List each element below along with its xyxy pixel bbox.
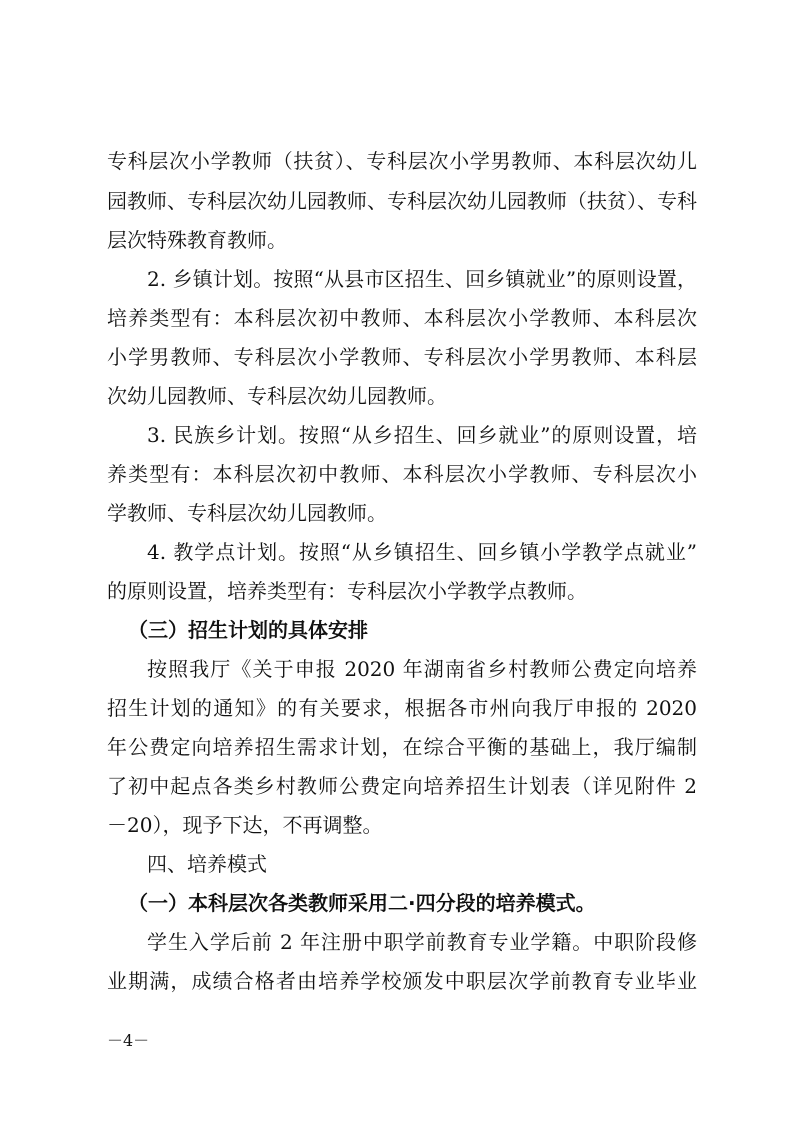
paragraph-line: 业期满，成绩合格者由培养学校颁发中职层次学前教育专业毕业 [107,969,697,993]
paragraph-line: 小学男教师、专科层次小学教师、专科层次小学男教师、本科层 [107,345,697,369]
paragraph-line: 层次特殊教育教师。 [107,228,287,252]
paragraph-line: 养类型有：本科层次初中教师、本科层次小学教师、专科层次小 [107,462,697,486]
section-heading: 四、培养模式 [147,852,267,876]
paragraph-line: 次幼儿园教师、专科层次幼儿园教师。 [107,384,447,408]
paragraph-line: 园教师、专科层次幼儿园教师、专科层次幼儿园教师（扶贫）、专科 [107,189,697,213]
paragraph-line: －20），现予下达，不再调整。 [107,813,383,837]
page-number: －4－ [107,1031,150,1050]
paragraph-line: 3. 民族乡计划。按照“从乡招生、回乡就业”的原则设置，培 [147,423,697,447]
paragraph-line: 了初中起点各类乡村教师公费定向培养招生计划表（详见附件 2 [107,774,697,798]
paragraph-line: 招生计划的通知》的有关要求，根据各市州向我厅申报的 2020 [107,696,697,720]
subsection-heading: （一）本科层次各类教师采用二·四分段的培养模式。 [128,891,596,915]
paragraph-line: 学生入学后前 2 年注册中职学前教育专业学籍。中职阶段修 [147,930,697,954]
paragraph-line: 专科层次小学教师（扶贫）、专科层次小学男教师、本科层次幼儿 [107,149,697,173]
paragraph-line: 培养类型有：本科层次初中教师、本科层次小学教师、本科层次 [107,306,697,330]
paragraph-line: 的原则设置，培养类型有：专科层次小学教学点教师。 [107,579,587,603]
subsection-heading: （三）招生计划的具体安排 [128,618,368,642]
paragraph-line: 按照我厅《关于申报 2020 年湖南省乡村教师公费定向培养 [147,657,697,681]
paragraph-line: 年公费定向培养招生需求计划，在综合平衡的基础上，我厅编制 [107,735,697,759]
paragraph-line: 2. 乡镇计划。按照“从县市区招生、回乡镇就业”的原则设置， [147,267,697,291]
paragraph-line: 4. 教学点计划。按照“从乡镇招生、回乡镇小学教学点就业” [147,540,697,564]
paragraph-line: 学教师、专科层次幼儿园教师。 [107,501,387,525]
